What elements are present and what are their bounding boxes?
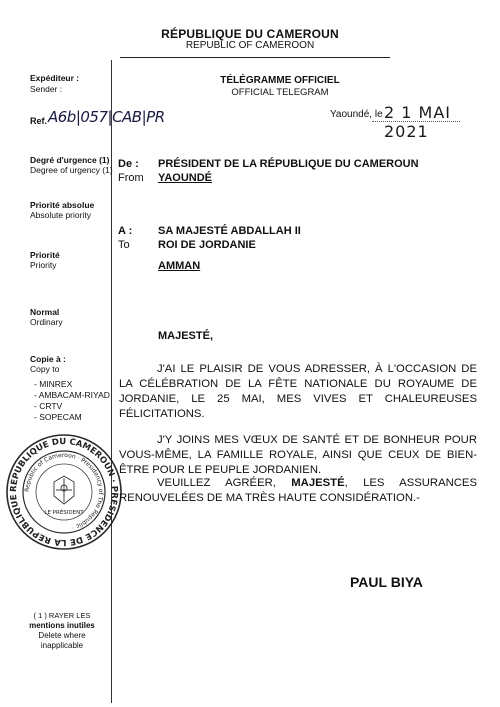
telegram-title-en: OFFICIAL TELEGRAM	[231, 87, 329, 98]
footnote-1: ( 1 ) RAYER LES	[33, 611, 91, 620]
presidential-seal-stamp	[4, 432, 124, 552]
salutation: MAJESTÉ,	[158, 330, 214, 342]
date-place: Yaoundé, le	[330, 109, 383, 120]
copy-label-en: Copy to	[30, 364, 60, 374]
from-label-en: From	[118, 172, 144, 184]
seal-outer-text: REPUBLIQUE DU CAMEROUN · PRESIDENCE DE LA REPUBLIQUE	[8, 436, 120, 548]
copy-item: - CRTV	[34, 401, 63, 411]
signature-name: PAUL BIYA	[350, 574, 423, 590]
urgency-label-en: Degree of urgency (1)	[30, 165, 113, 175]
to-line-1: SA MAJESTÉ ABDALLAH II	[158, 225, 301, 237]
republic-title-en: REPUBLIC OF CAMEROON	[185, 40, 315, 51]
margin-divider	[111, 60, 112, 703]
to-line-3: AMMAN	[158, 260, 201, 272]
priority-label-fr: Priorité	[30, 250, 60, 260]
ref-label: Ref.	[30, 116, 48, 126]
copy-item: - SOPECAM	[34, 412, 82, 422]
from-label-fr: De :	[118, 158, 139, 170]
paragraph-1: J'AI LE PLAISIR DE VOUS ADRESSER, À L'OCCASION DE LA CÉLÉBRATION DE LA FÊTE NATIONALE DU ROYAUME DE JORDANIE, LE 25 MAI, MES VIVES ET CHALEUREUSES FÉLICITATIONS.	[119, 363, 477, 420]
date-value-handwritten: 2 1 MAI 2021	[384, 103, 451, 141]
priority-label-en: Priority	[30, 260, 57, 270]
paragraph-3-end: , LES ASSURANCES RENOUVELÉES DE MA TRÈS HAUTE CONSIDÉRATION.-	[119, 477, 477, 504]
paragraph-3-start: VEUILLEZ AGRÉER,	[157, 477, 292, 489]
footnote-4: inapplicable	[40, 641, 84, 650]
sender-label-fr: Expéditeur :	[30, 73, 80, 83]
from-line-2: YAOUNDÉ	[158, 172, 212, 184]
date-dotted-line	[372, 121, 460, 122]
paragraph-3-majeste: MAJESTÉ	[291, 477, 345, 489]
sender-label-en: Sender :	[30, 84, 63, 94]
absolute-priority-fr: Priorité absolue	[30, 200, 95, 210]
republic-title-fr: RÉPUBLIQUE DU CAMEROUN	[161, 27, 339, 41]
copy-item: - MINREX	[34, 379, 73, 389]
to-label-en: To	[118, 239, 130, 251]
seal-center-text: LE PRÉSIDENT	[44, 510, 84, 516]
ref-value-handwritten: A6b|057|CAB|PR	[48, 108, 165, 126]
copy-list	[34, 379, 110, 423]
footnote-2: mentions inutiles	[29, 621, 95, 630]
normal-label-fr: Normal	[30, 307, 60, 317]
paragraph-3	[119, 476, 477, 506]
copy-label-fr: Copie à :	[30, 354, 66, 364]
urgency-label-fr: Degré d'urgence (1)	[30, 155, 110, 165]
telegram-title-fr: TÉLÉGRAMME OFFICIEL	[220, 75, 340, 86]
absolute-priority-en: Absolute priority	[30, 210, 91, 220]
footnote-3: Delete where	[38, 631, 86, 640]
from-line-1: PRÉSIDENT DE LA RÉPUBLIQUE DU CAMEROUN	[158, 158, 419, 170]
to-line-2: ROI DE JORDANIE	[158, 239, 256, 251]
normal-label-en: Ordinary	[30, 317, 63, 327]
header-divider	[120, 57, 390, 58]
copy-item: - AMBACAM-RIYAD	[34, 390, 110, 400]
seal-inner-text: Republic of Cameroon · Presidency of The Republic ·	[23, 451, 105, 532]
paragraph-2: J'Y JOINS MES VŒUX DE SANTÉ ET DE BONHEUR POUR VOUS-MÊME, LA FAMILLE ROYALE, AINSI QUE CEUX DE BIEN-ÊTRE POUR LE PEUPLE JORDANIEN.	[119, 434, 477, 476]
to-label-fr: A :	[118, 225, 133, 237]
